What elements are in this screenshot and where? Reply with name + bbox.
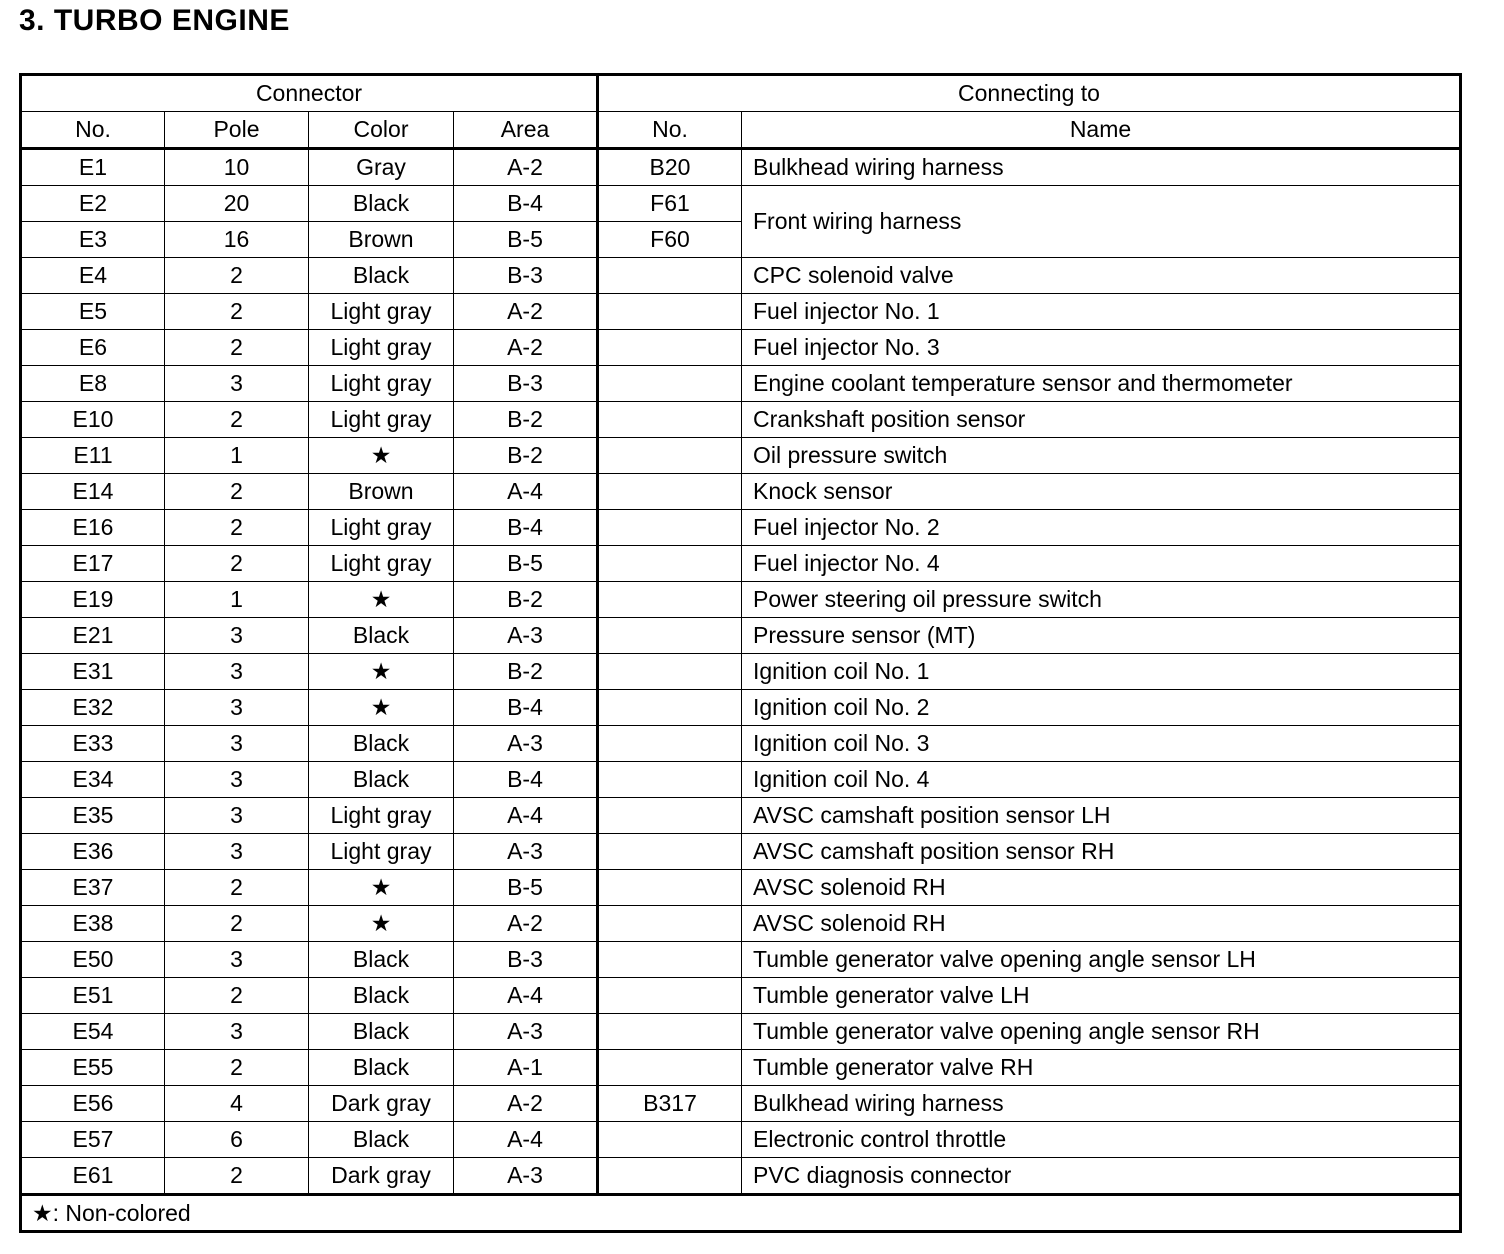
cell-to-no xyxy=(598,834,742,870)
cell-name: Crankshaft position sensor xyxy=(742,402,1461,438)
cell-no: E50 xyxy=(21,942,165,978)
section-title: 3. TURBO ENGINE xyxy=(19,4,290,37)
cell-to-no xyxy=(598,1122,742,1158)
cell-pole: 3 xyxy=(165,726,309,762)
cell-pole: 10 xyxy=(165,149,309,186)
cell-name: Bulkhead wiring harness xyxy=(742,149,1461,186)
cell-area: A-3 xyxy=(454,1158,598,1195)
cell-no: E21 xyxy=(21,618,165,654)
cell-to-no xyxy=(598,438,742,474)
cell-to-no xyxy=(598,366,742,402)
header-area: Area xyxy=(454,112,598,149)
cell-pole: 20 xyxy=(165,186,309,222)
cell-to-no xyxy=(598,474,742,510)
table-row xyxy=(21,798,1461,834)
cell-to-no xyxy=(598,762,742,798)
cell-pole: 6 xyxy=(165,1122,309,1158)
table-row xyxy=(21,546,1461,582)
table-row xyxy=(21,510,1461,546)
header-name: Name xyxy=(742,112,1461,149)
cell-area: A-1 xyxy=(454,1050,598,1086)
cell-no: E35 xyxy=(21,798,165,834)
header-pole: Pole xyxy=(165,112,309,149)
cell-pole: 2 xyxy=(165,294,309,330)
cell-name: Knock sensor xyxy=(742,474,1461,510)
cell-color: ★ xyxy=(309,438,454,474)
table-row xyxy=(21,582,1461,618)
cell-pole: 2 xyxy=(165,510,309,546)
table-row xyxy=(21,294,1461,330)
cell-no: E32 xyxy=(21,690,165,726)
cell-area: B-2 xyxy=(454,582,598,618)
cell-color: Light gray xyxy=(309,546,454,582)
cell-no: E3 xyxy=(21,222,165,258)
table-row xyxy=(21,474,1461,510)
column-header-row xyxy=(21,112,1461,149)
cell-pole: 3 xyxy=(165,690,309,726)
cell-name: Bulkhead wiring harness xyxy=(742,1086,1461,1122)
cell-pole: 16 xyxy=(165,222,309,258)
group-header-row xyxy=(21,75,1461,112)
cell-name: Ignition coil No. 4 xyxy=(742,762,1461,798)
cell-area: B-3 xyxy=(454,942,598,978)
cell-no: E14 xyxy=(21,474,165,510)
cell-to-no xyxy=(598,402,742,438)
cell-to-no xyxy=(598,330,742,366)
cell-to-no xyxy=(598,258,742,294)
cell-color: Black xyxy=(309,186,454,222)
cell-to-no xyxy=(598,978,742,1014)
table-row xyxy=(21,330,1461,366)
cell-color: Black xyxy=(309,762,454,798)
cell-area: B-4 xyxy=(454,186,598,222)
cell-color: Brown xyxy=(309,474,454,510)
cell-name: AVSC solenoid RH xyxy=(742,870,1461,906)
cell-area: A-2 xyxy=(454,149,598,186)
cell-no: E56 xyxy=(21,1086,165,1122)
cell-name: Tumble generator valve LH xyxy=(742,978,1461,1014)
cell-color: Light gray xyxy=(309,366,454,402)
cell-to-no xyxy=(598,618,742,654)
table-row xyxy=(21,438,1461,474)
cell-no: E55 xyxy=(21,1050,165,1086)
cell-to-no xyxy=(598,798,742,834)
cell-no: E37 xyxy=(21,870,165,906)
cell-to-no xyxy=(598,870,742,906)
cell-to-no xyxy=(598,654,742,690)
cell-color: Black xyxy=(309,1122,454,1158)
cell-no: E61 xyxy=(21,1158,165,1195)
cell-area: A-4 xyxy=(454,978,598,1014)
cell-name: Tumble generator valve opening angle sensor LH xyxy=(742,942,1461,978)
cell-color: Black xyxy=(309,942,454,978)
cell-to-no: F60 xyxy=(598,222,742,258)
cell-pole: 3 xyxy=(165,366,309,402)
cell-color: Dark gray xyxy=(309,1086,454,1122)
cell-pole: 2 xyxy=(165,546,309,582)
cell-area: B-4 xyxy=(454,510,598,546)
cell-area: A-4 xyxy=(454,474,598,510)
cell-pole: 2 xyxy=(165,906,309,942)
cell-no: E11 xyxy=(21,438,165,474)
cell-color: Black xyxy=(309,258,454,294)
cell-area: A-3 xyxy=(454,1014,598,1050)
cell-pole: 3 xyxy=(165,618,309,654)
cell-area: A-2 xyxy=(454,1086,598,1122)
cell-to-no xyxy=(598,906,742,942)
cell-color: Black xyxy=(309,726,454,762)
cell-color: ★ xyxy=(309,690,454,726)
cell-color: Gray xyxy=(309,149,454,186)
cell-name: CPC solenoid valve xyxy=(742,258,1461,294)
cell-no: E54 xyxy=(21,1014,165,1050)
table-row xyxy=(21,942,1461,978)
header-no: No. xyxy=(21,112,165,149)
cell-name: Electronic control throttle xyxy=(742,1122,1461,1158)
cell-name: Fuel injector No. 3 xyxy=(742,330,1461,366)
cell-name: Engine coolant temperature sensor and thermometer xyxy=(742,366,1461,402)
cell-pole: 2 xyxy=(165,402,309,438)
table-row xyxy=(21,186,1461,222)
cell-pole: 2 xyxy=(165,474,309,510)
cell-name: AVSC camshaft position sensor RH xyxy=(742,834,1461,870)
cell-no: E10 xyxy=(21,402,165,438)
cell-color: ★ xyxy=(309,582,454,618)
cell-to-no xyxy=(598,1158,742,1195)
cell-color: Brown xyxy=(309,222,454,258)
cell-color: Black xyxy=(309,978,454,1014)
cell-no: E51 xyxy=(21,978,165,1014)
table-row xyxy=(21,690,1461,726)
cell-area: B-4 xyxy=(454,690,598,726)
cell-to-no xyxy=(598,546,742,582)
cell-to-no: B20 xyxy=(598,149,742,186)
cell-area: B-2 xyxy=(454,438,598,474)
table-row xyxy=(21,834,1461,870)
table-row xyxy=(21,978,1461,1014)
table-row xyxy=(21,1122,1461,1158)
cell-area: B-4 xyxy=(454,762,598,798)
cell-area: B-5 xyxy=(454,222,598,258)
cell-to-no xyxy=(598,510,742,546)
table-row xyxy=(21,870,1461,906)
header-connector: Connector xyxy=(21,75,598,112)
cell-name: Power steering oil pressure switch xyxy=(742,582,1461,618)
cell-area: A-4 xyxy=(454,1122,598,1158)
cell-name: Fuel injector No. 1 xyxy=(742,294,1461,330)
cell-name: AVSC camshaft position sensor LH xyxy=(742,798,1461,834)
cell-name: Fuel injector No. 4 xyxy=(742,546,1461,582)
cell-area: B-3 xyxy=(454,366,598,402)
cell-no: E16 xyxy=(21,510,165,546)
cell-to-no xyxy=(598,1050,742,1086)
cell-pole: 4 xyxy=(165,1086,309,1122)
cell-color: Light gray xyxy=(309,330,454,366)
cell-name: Tumble generator valve RH xyxy=(742,1050,1461,1086)
cell-pole: 2 xyxy=(165,870,309,906)
cell-pole: 2 xyxy=(165,258,309,294)
connector-rows xyxy=(21,149,1461,1195)
cell-name: Front wiring harness xyxy=(742,186,1461,258)
cell-area: A-4 xyxy=(454,798,598,834)
cell-area: A-2 xyxy=(454,906,598,942)
cell-color: Dark gray xyxy=(309,1158,454,1195)
cell-area: B-3 xyxy=(454,258,598,294)
header-to-no: No. xyxy=(598,112,742,149)
table-row xyxy=(21,366,1461,402)
cell-pole: 2 xyxy=(165,1050,309,1086)
cell-no: E33 xyxy=(21,726,165,762)
cell-pole: 1 xyxy=(165,438,309,474)
cell-no: E17 xyxy=(21,546,165,582)
cell-no: E36 xyxy=(21,834,165,870)
cell-color: ★ xyxy=(309,906,454,942)
cell-color: Light gray xyxy=(309,294,454,330)
cell-to-no: B317 xyxy=(598,1086,742,1122)
cell-color: Light gray xyxy=(309,798,454,834)
cell-no: E1 xyxy=(21,149,165,186)
cell-area: A-3 xyxy=(454,834,598,870)
cell-to-no xyxy=(598,726,742,762)
cell-color: Black xyxy=(309,1050,454,1086)
table-row xyxy=(21,402,1461,438)
table-row xyxy=(21,1014,1461,1050)
cell-pole: 3 xyxy=(165,1014,309,1050)
cell-to-no xyxy=(598,582,742,618)
header-connecting-to: Connecting to xyxy=(598,75,1461,112)
cell-to-no xyxy=(598,942,742,978)
cell-name: Tumble generator valve opening angle sensor RH xyxy=(742,1014,1461,1050)
cell-no: E19 xyxy=(21,582,165,618)
legend-row xyxy=(21,1195,1461,1232)
cell-area: A-3 xyxy=(454,726,598,762)
cell-no: E38 xyxy=(21,906,165,942)
cell-to-no xyxy=(598,690,742,726)
cell-color: Light gray xyxy=(309,402,454,438)
cell-name: Fuel injector No. 2 xyxy=(742,510,1461,546)
cell-area: A-2 xyxy=(454,294,598,330)
cell-color: ★ xyxy=(309,654,454,690)
header-color: Color xyxy=(309,112,454,149)
cell-no: E4 xyxy=(21,258,165,294)
table-row xyxy=(21,726,1461,762)
table-row xyxy=(21,762,1461,798)
cell-pole: 3 xyxy=(165,834,309,870)
cell-no: E31 xyxy=(21,654,165,690)
cell-to-no: F61 xyxy=(598,186,742,222)
cell-pole: 1 xyxy=(165,582,309,618)
cell-area: A-3 xyxy=(454,618,598,654)
cell-no: E8 xyxy=(21,366,165,402)
cell-color: Black xyxy=(309,1014,454,1050)
table-row xyxy=(21,149,1461,186)
cell-to-no xyxy=(598,294,742,330)
table-row xyxy=(21,1086,1461,1122)
cell-name: AVSC solenoid RH xyxy=(742,906,1461,942)
cell-no: E6 xyxy=(21,330,165,366)
cell-pole: 3 xyxy=(165,942,309,978)
cell-area: B-2 xyxy=(454,654,598,690)
cell-no: E5 xyxy=(21,294,165,330)
cell-pole: 2 xyxy=(165,978,309,1014)
table-row xyxy=(21,654,1461,690)
cell-no: E2 xyxy=(21,186,165,222)
table-row xyxy=(21,906,1461,942)
cell-area: B-5 xyxy=(454,870,598,906)
cell-color: Light gray xyxy=(309,510,454,546)
cell-pole: 2 xyxy=(165,1158,309,1195)
cell-area: B-2 xyxy=(454,402,598,438)
table-row xyxy=(21,618,1461,654)
table-row xyxy=(21,1158,1461,1195)
cell-pole: 2 xyxy=(165,330,309,366)
connector-table xyxy=(19,73,1462,1233)
cell-color: Black xyxy=(309,618,454,654)
legend-note: ★: Non-colored xyxy=(21,1195,1461,1232)
cell-pole: 3 xyxy=(165,798,309,834)
table-row xyxy=(21,258,1461,294)
cell-to-no xyxy=(598,1014,742,1050)
cell-color: Light gray xyxy=(309,834,454,870)
cell-name: Pressure sensor (MT) xyxy=(742,618,1461,654)
cell-no: E34 xyxy=(21,762,165,798)
cell-name: Oil pressure switch xyxy=(742,438,1461,474)
cell-color: ★ xyxy=(309,870,454,906)
cell-name: Ignition coil No. 3 xyxy=(742,726,1461,762)
cell-pole: 3 xyxy=(165,762,309,798)
table-row xyxy=(21,1050,1461,1086)
cell-area: B-5 xyxy=(454,546,598,582)
cell-name: Ignition coil No. 2 xyxy=(742,690,1461,726)
cell-name: Ignition coil No. 1 xyxy=(742,654,1461,690)
cell-area: A-2 xyxy=(454,330,598,366)
cell-pole: 3 xyxy=(165,654,309,690)
cell-no: E57 xyxy=(21,1122,165,1158)
cell-name: PVC diagnosis connector xyxy=(742,1158,1461,1195)
